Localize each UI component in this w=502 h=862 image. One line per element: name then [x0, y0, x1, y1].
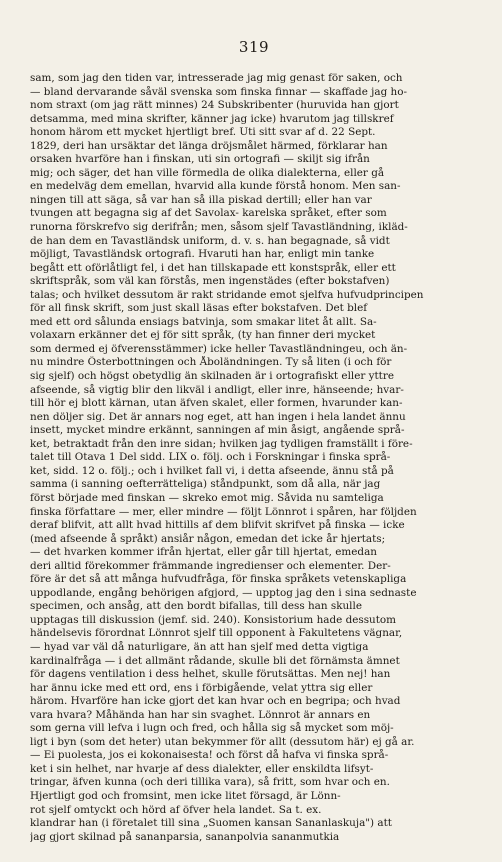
text-line: som gerna vill lefva i lugn och fred, och hålla sig så mycket som möj- [30, 722, 394, 735]
text-line: afseende, så vigtig blir den likväl i andligt, eller inre, hänseende; hvar- [30, 383, 404, 396]
text-line: har ännu icke med ett ord, ens i förbigående, velat yttra sig eller [30, 681, 373, 694]
text-line: detsamma, med mina skrifter, känner jag icke) hvarutom jag tillskref [30, 112, 394, 125]
text-line: de han dem en Tavastländsk uniform, d. v. s. han begagnade, så vidt [30, 234, 390, 247]
text-line: ningen till att säga, så var han så illa piskad dertill; eller han var [30, 193, 372, 206]
text-line: sam, som jag den tiden var, intresserade jag mig genast för saken, och [30, 72, 403, 84]
text-line: (med afseende å språkt) ansiår någon, emedan det icke år hjertats; [30, 532, 386, 545]
text-line: deraf blifvit, att allt hvad hittills af dem blifvit skrifvet på finska — icke [30, 519, 405, 532]
text-line: orsaken hvarföre han i finskan, uti sin ortografi — skiljt sig ifrån [30, 153, 370, 166]
page-number: 319 [238, 38, 270, 56]
text-line: som dermed ej öfverensstämmer) icke heller Tavastländningeu, och än- [30, 342, 408, 355]
text-line: för dagens ventilation i dess helhet, skulle förutsättas. Men nej! han [30, 668, 391, 681]
text-line: sig sjelf) och högst obetydlig än skilnaden är i ortografiskt eller yttre [30, 370, 394, 383]
text-line: uppodlande, engång behörigen afgjord, — upptog jag den i sina sednaste [30, 586, 417, 599]
text-line: — Ei puolesta, jos ei kokonaisesta! och först då hafva vi finska språ- [30, 749, 389, 762]
text-line: rot sjelf omtyckt och hörd af öfver hela landet. Sa t. ex. [30, 803, 322, 816]
text-line: ket, sidd. 12 o. följ.; och i hvilket fall vi, i detta afseende, ännu stå på [30, 464, 394, 477]
text-line: till hör ej blott kärnan, utan äfven skalet, eller formen, hvarunder kan- [30, 397, 403, 410]
text-line: honom härom ett mycket hjertligt bref. Uti sitt svar af d. 22 Sept. [30, 126, 376, 139]
text-line: — hyad var väl då naturligare, än att han sjelf med detta vigtiga [30, 640, 369, 653]
text-line: ket i sin helhet, nar hvarje af dess dialekter, eller enskildta lifsyt- [30, 762, 374, 775]
text-line: talas; och hvilket dessutom är rakt stridande emot sjelfva hufvudprincipen [30, 288, 424, 301]
text-line: jag gjort skilnad på sananparsia, sananpolvia sananmutkia [30, 830, 340, 843]
text-line: volaxarn erkänner det ej för sitt språk, (ty han finner deri mycket [30, 329, 376, 342]
text-line: klandrar han (i företalet till sina „Suomen kansan Sananlaskuja") att [30, 817, 392, 830]
text-line: nu mindre Österbottningen och Åboländningen. Ty så liten (i och för [30, 356, 392, 369]
text-line: nen döljer sig. Det är annars nog eget, att han ingen i hela landet ännu [30, 410, 406, 423]
text-line: tringar, äfven kunna (och deri tillika vara), så fritt, som hvar och en. [30, 776, 390, 789]
text-line: med ett ord sålunda ensiags batvinja, som smakar litet åt allt. Sa- [30, 315, 377, 328]
text-line: kardinalfråga — i det allmänt rådande, skulle bli det förnämsta ämnet [30, 654, 400, 667]
text-line: runorna förskrefvo sig derifrån; men, såsom sjelf Tavastländning, ikläd- [30, 221, 408, 234]
text-line: för all finsk skrift, som just skall läsas efter bokstafven. Det blef [30, 302, 368, 315]
text-line: tvungen att begagna sig af det Savolax- karelska språket, efter som [30, 207, 387, 220]
text-line: före är det så att många hufvudfråga, för finska språkets vetenskapliga [30, 573, 407, 586]
text-line: vara hvara? Måhända han har sin svaghet. Lönnrot är annars en [30, 708, 371, 721]
text-line: händelsevis förordnat Lönnrot sjelf till opponent à Fakultetens vägnar, [30, 627, 403, 640]
text-line: först började med finskan — skreko emot mig. Såvida nu samteliga [30, 491, 384, 504]
text-line: skriftspråk, som väl kan förstås, men ingenstädes (efter bokstafven) [30, 275, 390, 288]
text-line: upptagas till diskussion (jemf. sid. 240). Konsistorium hade dessutom [30, 613, 397, 626]
text-line: mig; och säger, det han ville förmedla de olika dialekterna, eller gå [30, 166, 385, 179]
text-line: ligt i byn (som det heter) utan bekymmer för allt (dessutom här) ej gå ar. [30, 735, 415, 748]
body-text [30, 72, 478, 844]
text-line: nom straxt (om jag rätt minnes) 24 Subskribenter (huruvida han gjort [30, 99, 399, 112]
text-line: ket, betraktadt från den inre sidan; hvilken jag tydligen framställt i före- [30, 437, 413, 450]
text-line: insett, mycket mindre erkännt, sanningen af min åsigt, angående språ- [30, 424, 405, 437]
text-line: en medelväg dem emellan, hvarvid alla kunde förstå honom. Men san- [30, 180, 401, 193]
text-line: — det hvarken kommer ifrån hjertat, eller går till hjertat, emedan [30, 546, 377, 559]
text-line: härom. Hvarföre han icke gjort det kan hvar och en begripa; och hvad [30, 695, 401, 708]
text-line: finska författare — mer, eller mindre — följt Lönnrot i spåren, har följden [30, 505, 417, 518]
text-line: deri alltid förekommer främmande ingredienser och elementer. Der- [30, 559, 391, 572]
text-line: 1829, deri han ursäktar det länga dröjsmålet härmed, förklarar han [30, 139, 388, 152]
text-line: talet till Otava 1 Del sidd. LIX o. följ. och i Forskningar i finska språ- [30, 451, 391, 464]
text-line: möjligt, Tavastländsk ortografi. Hvaruti han har, enligt min tanke [30, 248, 375, 261]
text-line: Hjertligt god och fromsint, men icke litet försagd, är Lönn- [30, 789, 341, 802]
text-line: samma (i sanning oefterrätteliga) ståndpunkt, som då alla, när jag [30, 478, 381, 491]
text-line: — bland dervarande såväl svenska som finska finnar — skaffade jag ho- [30, 85, 407, 98]
text-line: begått ett oförlåtligt fel, i det han tillskapade ett konstspråk, eller ett [30, 261, 396, 274]
text-line: specimen, och ansåg, att den bordt bifallas, till dess han skulle [30, 600, 362, 613]
